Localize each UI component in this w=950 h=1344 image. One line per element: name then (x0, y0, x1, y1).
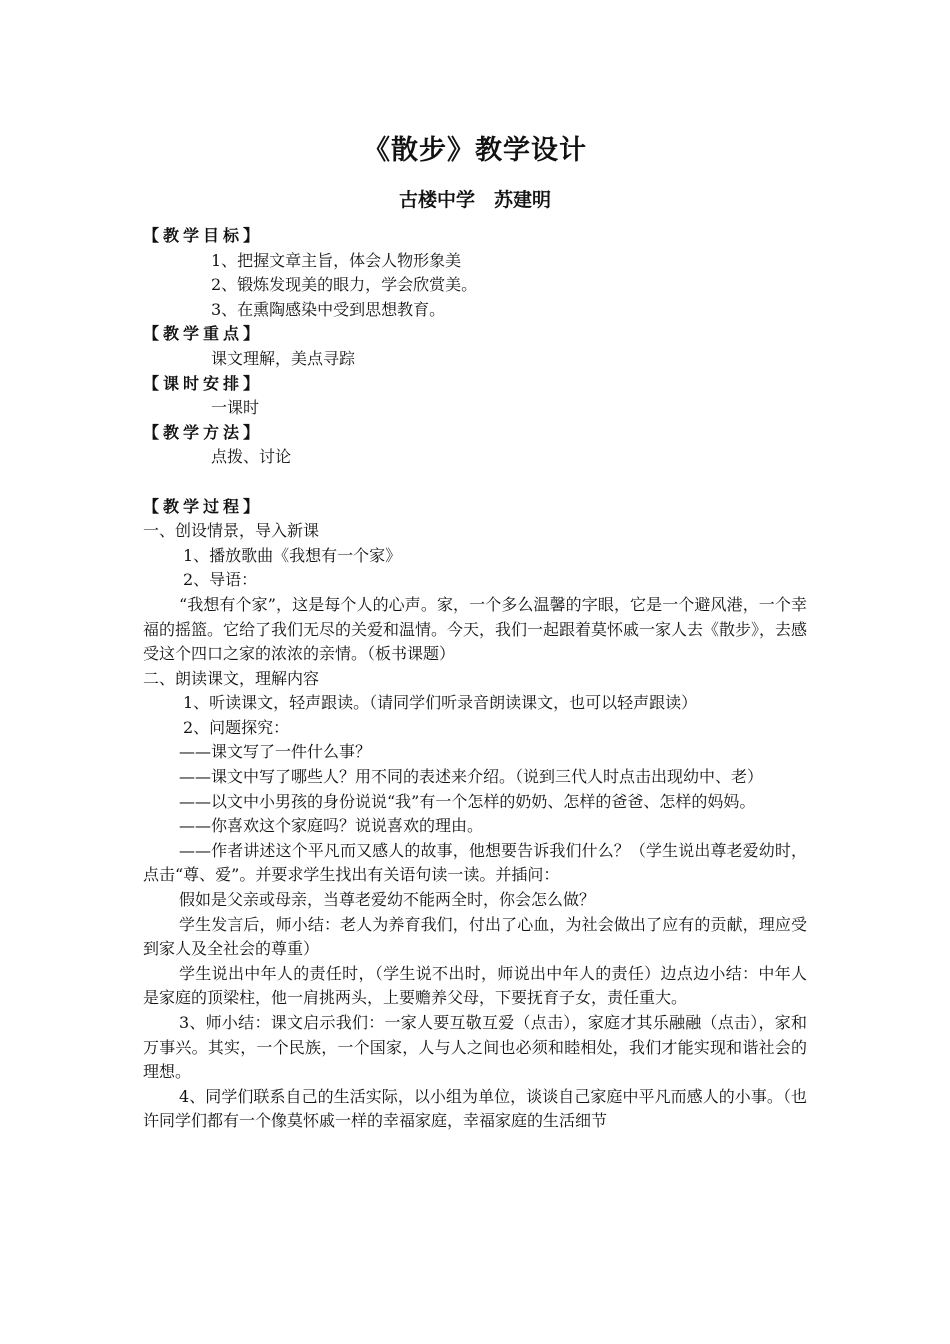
summary-paragraph: 学生说出中年人的责任时，（学生说不出时，师说出中年人的责任）边点边小结：中年人是家庭的顶梁柱，他一肩挑两头，上要赡养父母，下要抚育子女，责任重大。 (143, 963, 807, 1008)
part-title: 一、创设情景，导入新课 (143, 521, 320, 541)
document-title: 《散步》教学设计 (363, 135, 587, 166)
document-body (143, 224, 807, 1134)
goal-item: 1、把握文章主旨，体会人物形象美 (211, 250, 462, 270)
question-item: ——作者讲述这个平凡而又感人的故事，他想要告诉我们什么？（学生说出尊老爱幼时，点击“尊、爱”。并要求学生找出有关语句读一读。并插问： (143, 840, 807, 885)
goal-item: 2、锻炼发现美的眼力，学会欣赏美。 (211, 275, 478, 295)
section-heading-process: 【教学过程】 (143, 496, 264, 516)
question-item: ——课文中写了哪些人？用不同的表述来介绍。（说到三代人时点击出现幼中、老） (179, 767, 764, 787)
step-item: 2、问题探究： (183, 717, 290, 737)
step-paragraph: 4、同学们联系自己的生活实际，以小组为单位，谈谈自己家庭中平凡而感人的小事。（也许同学们都有一个像莫怀戚一样的幸福家庭，幸福家庭的生活细节 (143, 1086, 807, 1131)
part-title: 二、朗读课文，理解内容 (143, 668, 320, 688)
question-item: 假如是父亲或母亲，当尊老爱幼不能两全时，你会怎么做？ (179, 890, 596, 910)
schedule-text: 一课时 (211, 398, 260, 418)
section-heading-goals: 【教学目标】 (143, 226, 264, 245)
question-item: ——你喜欢这个家庭吗？说说喜欢的理由。 (179, 816, 484, 836)
step-item: 2、导语： (183, 570, 258, 590)
step-item: 1、听读课文，轻声跟读。（请同学们听录音朗读课文，也可以轻声跟读） (183, 693, 698, 713)
goal-item: 3、在熏陶感染中受到思想教育。 (211, 299, 446, 319)
methods-text: 点拨、讨论 (211, 447, 292, 467)
section-heading-schedule: 【课时安排】 (143, 373, 264, 393)
question-item: ——课文写了一件什么事？ (179, 742, 372, 762)
intro-paragraph: “我想有个家”，这是每个人的心声。家，一个多么温馨的字眼，它是一个避风港，一个幸福的摇篮。它给了我们无尽的关爱和温情。今天，我们一起跟着莫怀戚一家人去《散步》，去感受这个四口之家的浓浓的亲情。（板书课题） (143, 594, 808, 664)
section-heading-focus: 【教学重点】 (143, 324, 264, 344)
summary-paragraph: 学生发言后，师小结：老人为养育我们，付出了心血，为社会做出了应有的贡献，理应受到家人及全社会的尊重） (143, 914, 807, 959)
step-item: 1、播放歌曲《我想有一个家》 (183, 545, 402, 565)
question-item: ——以文中小男孩的身份说说“我”有一个怎样的奶奶、怎样的爸爸、怎样的妈妈。 (179, 791, 756, 811)
focus-text: 课文理解，美点寻踪 (211, 348, 356, 368)
blank-line (143, 470, 807, 495)
step-paragraph: 3、师小结：课文启示我们：一家人要互敬互爱（点击），家庭才其乐融融（点击），家和万事兴。其实，一个民族，一个国家，人与人之间也必须和睦相处，我们才能实现和谐社会的理想。 (143, 1013, 807, 1082)
author-line: 古楼中学 苏建明 (398, 189, 551, 211)
section-heading-methods: 【教学方法】 (143, 422, 264, 442)
